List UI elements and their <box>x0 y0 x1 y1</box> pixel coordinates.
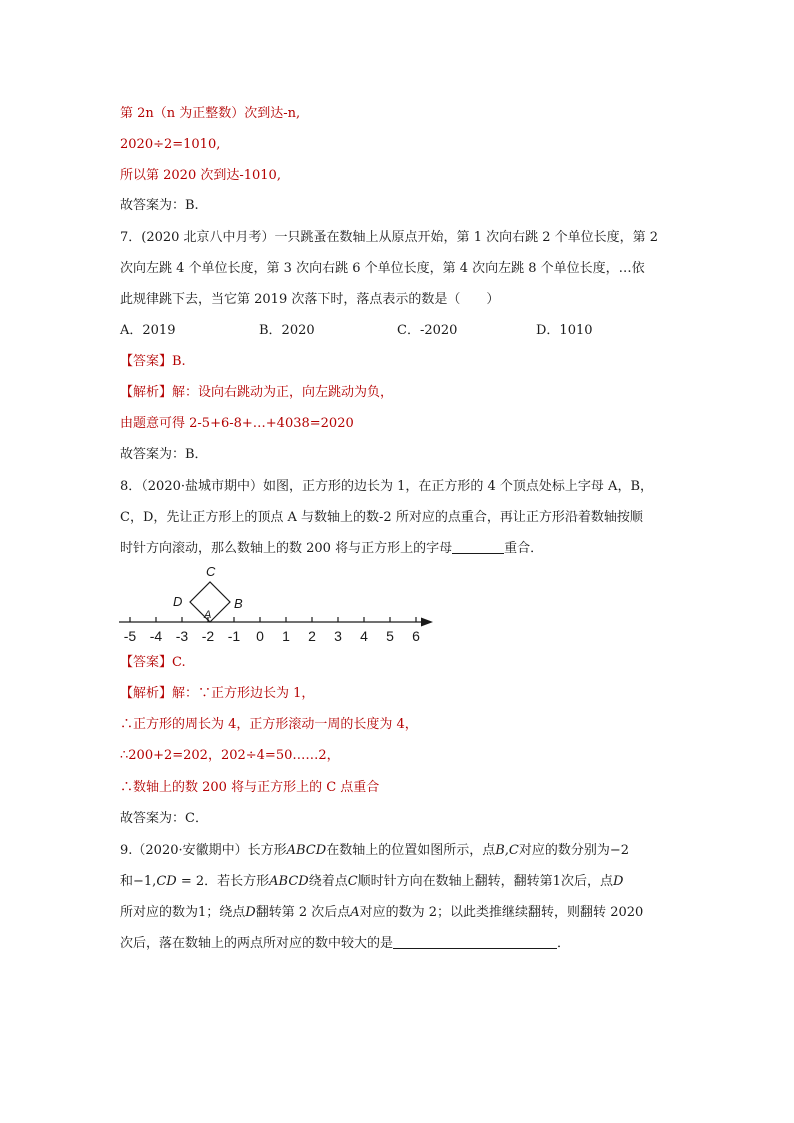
q9-text: 和 <box>120 874 134 889</box>
q9-text: ．若长方形 <box>204 874 270 889</box>
vertex-label-d: D <box>173 594 183 609</box>
tick-label: 4 <box>360 628 368 644</box>
q8-analysis-line-2: ∴正方形的周长为 4，正方形滚动一周的长度为 4， <box>120 717 418 732</box>
tick-label: 3 <box>334 628 342 644</box>
q9-text: 9.（2020·安徽期中）长方形 <box>120 843 287 858</box>
number-line-ticks <box>124 617 420 644</box>
vertex-label-a: A <box>204 609 212 621</box>
tick-label: 2 <box>308 628 316 644</box>
q8-stem-text: 时针方向滚动，那么数轴上的数 200 将与正方形上的字母 <box>120 541 453 556</box>
number-line-arrow-icon <box>421 618 433 627</box>
q9-math: D <box>245 905 256 920</box>
tick-label: -1 <box>227 628 241 644</box>
q7-analysis-line-2: 由题意可得 2-5+6-8+…+4038=2020 <box>120 416 354 431</box>
q8-answer: 【答案】C. <box>120 655 186 670</box>
tick-label: 6 <box>412 628 420 644</box>
q9-math: C <box>347 874 358 889</box>
q9-math: −2 <box>609 843 630 858</box>
q9-text: 对应的数为 2；以此类推继续翻转，则翻转 2020 <box>359 905 644 920</box>
q9-math: −1, <box>133 874 157 889</box>
q8-stem-line-1: 8．（2020·盐城市期中）如图，正方形的边长为 1，在正方形的 4 个顶点处标上字母 A，B， <box>120 479 654 494</box>
solution-line-2: 2020÷2=1010, <box>120 137 221 152</box>
q7-analysis-line-1: 【解析】解：设向右跳动为正，向左跳动为负， <box>120 385 394 400</box>
q9-text: 在数轴上的位置如图所示，点 <box>326 843 496 858</box>
q9-stem-line-2 <box>120 872 623 892</box>
tick-label: 1 <box>282 628 290 644</box>
q9-text: 所对应的数为1；绕点 <box>120 905 246 920</box>
solution-conclusion: 故答案为：B. <box>120 198 199 213</box>
q9-text: 顺时针方向在数轴上翻转，翻转第1次后，点 <box>357 874 613 889</box>
tick-label: -3 <box>175 628 189 644</box>
tick-label: -4 <box>149 628 163 644</box>
q9-text: 次后，落在数轴上的两点所对应的数中较大的是 <box>120 936 394 951</box>
q8-stem-line-2: C，D，先让正方形上的顶点 A 与数轴上的数-2 所对应的点重合，再让正方形沿着数轴按顺 <box>120 510 643 525</box>
q9-text: 对应的数分别为 <box>518 843 610 858</box>
q9-answer-blank <box>393 934 557 949</box>
q9-text: ． <box>557 936 571 951</box>
q8-analysis-line-4: ∴数轴上的数 200 将与正方形上的 C 点重合 <box>120 780 380 795</box>
q9-stem-line-1 <box>120 841 629 861</box>
q8-conclusion: 故答案为：C． <box>120 811 208 826</box>
q9-stem-line-3 <box>120 903 643 923</box>
q7-stem-line-1: 7．(2020 北京八中月考）一只跳蚤在数轴上从原点开始，第 1 次向右跳 2 个单位长度，第 2 <box>120 230 659 245</box>
q7-option-a: A．2019 <box>120 323 176 338</box>
solution-line-3: 所以第 2020 次到达-1010, <box>120 168 281 183</box>
tick-label: -2 <box>201 628 215 644</box>
q9-math: CD <box>156 874 177 889</box>
q9-math: A <box>350 905 360 920</box>
q9-text: 绕着点 <box>308 874 348 889</box>
tick-label: 5 <box>386 628 394 644</box>
solution-line-1: 第 2n（n 为正整数）次到达-n, <box>120 106 301 121</box>
q8-number-line-figure <box>115 562 445 648</box>
q9-math: B,C <box>495 843 519 858</box>
tick-label: -5 <box>123 628 137 644</box>
q8-analysis-line-3: ∴200+2=202，202÷4=50……2， <box>120 748 340 763</box>
q9-math: = 2 <box>176 874 205 889</box>
q7-answer: 【答案】B. <box>120 354 186 369</box>
q7-option-c: C．-2020 <box>397 323 458 338</box>
q9-math: ABCD <box>269 874 309 889</box>
q7-stem-line-2: 次向左跳 4 个单位长度，第 3 次向右跳 6 个单位长度，第 4 次向左跳 8 个单位长度，…依 <box>120 261 645 276</box>
q7-option-b: B．2020 <box>259 323 315 338</box>
q7-option-d: D．1010 <box>536 323 593 338</box>
q9-math: ABCD <box>286 843 327 858</box>
q7-conclusion: 故答案为：B． <box>120 447 208 462</box>
q7-stem-line-3: 此规律跳下去，当它第 2019 次落下时，落点表示的数是（ ） <box>120 292 500 307</box>
q8-analysis-line-1: 【解析】解：∵正方形边长为 1， <box>120 686 315 701</box>
q9-text: 翻转第 2 次后点 <box>255 905 351 920</box>
q8-stem-tail: 重合． <box>504 541 544 556</box>
vertex-label-b: B <box>234 596 243 611</box>
tick-label: 0 <box>256 628 264 644</box>
vertex-label-c: C <box>206 564 216 579</box>
q8-stem-line-3 <box>120 539 543 559</box>
q9-math: D <box>612 874 624 889</box>
q8-answer-blank <box>452 539 504 554</box>
q9-stem-line-4 <box>120 934 570 954</box>
